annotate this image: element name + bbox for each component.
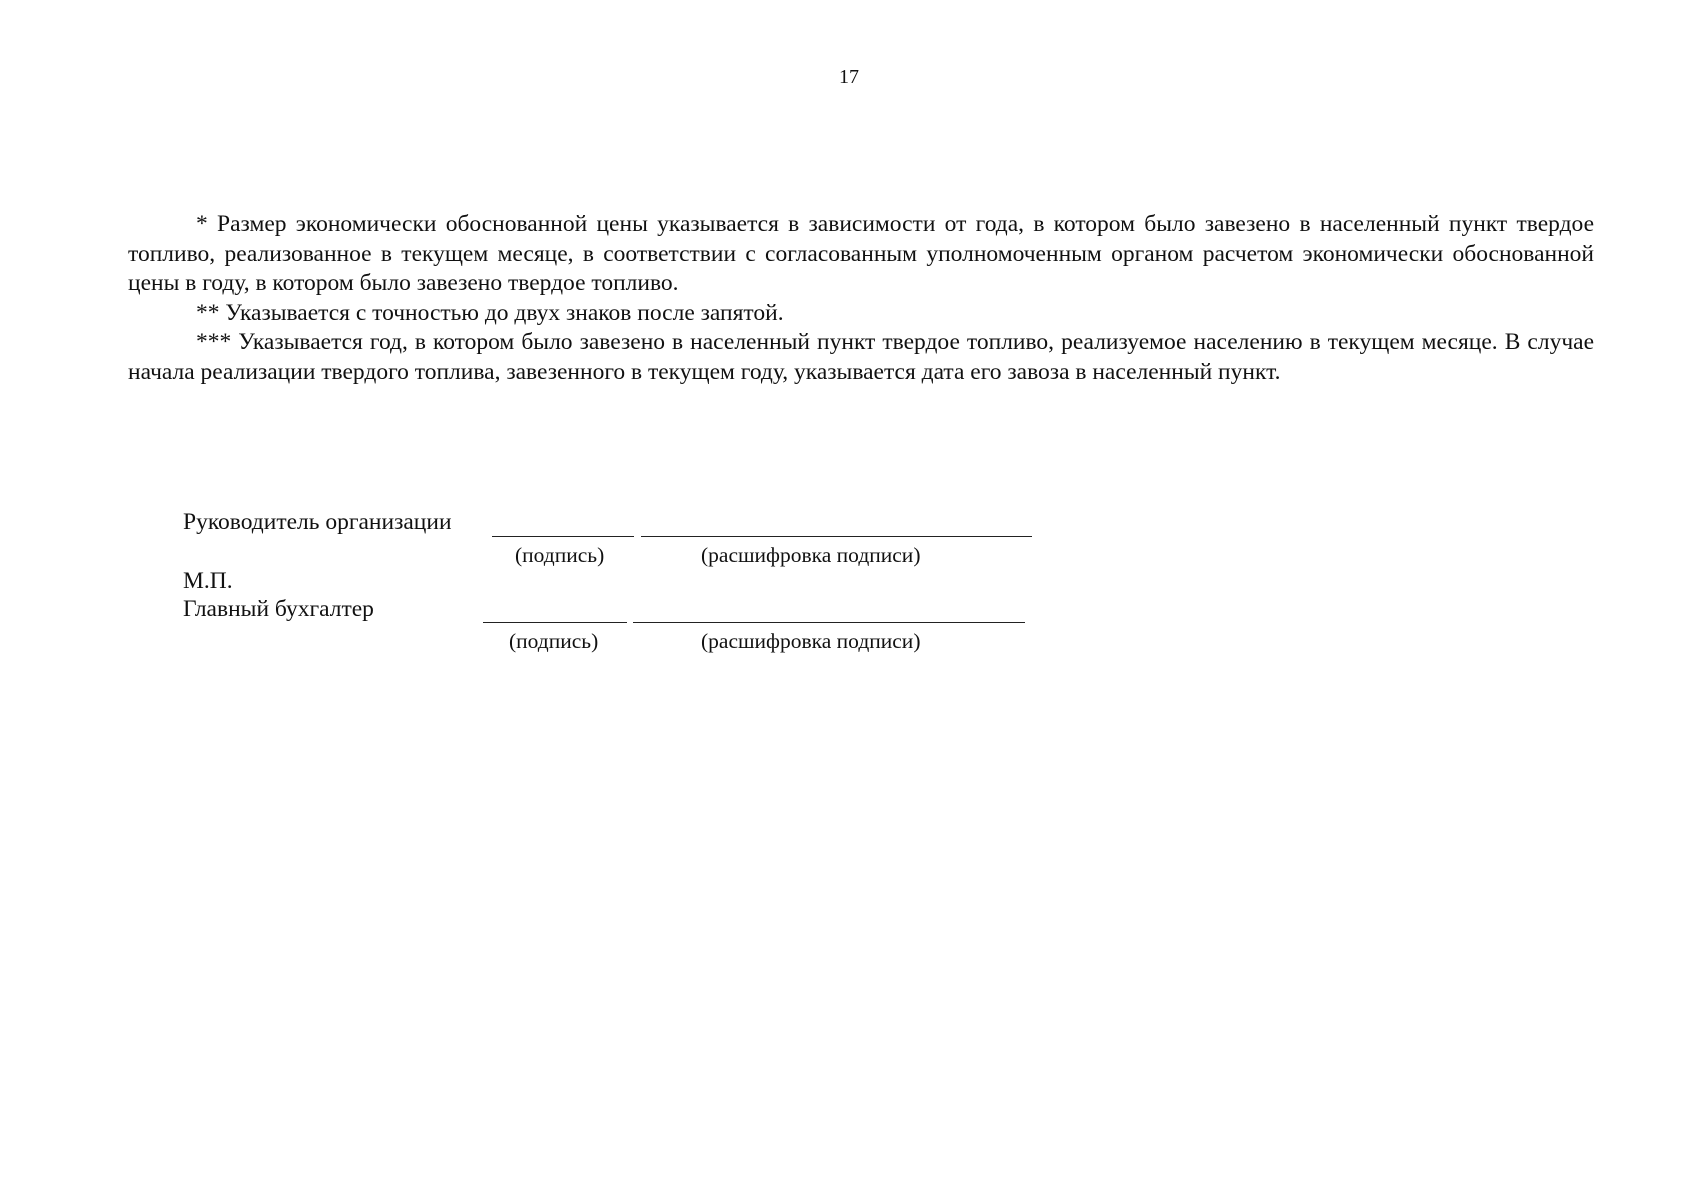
footnote-precision: ** Указывается с точностью до двух знаков после запятой. xyxy=(196,299,784,326)
page-number: 17 xyxy=(839,66,859,88)
head-signature-caption: (подпись) xyxy=(515,543,605,567)
accountant-decoding-line xyxy=(633,622,1025,623)
footnote-price: * Размер экономически обоснованной цены указывается в зависимости от года, в котором было завезено в населенный пункт твердое топливо, реализованное в текущем месяце, в соответствии с согласованным уполномоченным органом расчетом экономически обоснованной цены в году, в котором было завезено твердое топливо. xyxy=(128,211,1594,296)
accountant-decoding-caption: (расшифровка подписи) xyxy=(701,629,921,653)
head-decoding-caption: (расшифровка подписи) xyxy=(701,543,921,567)
accountant-signature-caption: (подпись) xyxy=(509,629,599,653)
footnote-year: *** Указывается год, в котором было завезено в населенный пункт твердое топливо, реализуемое населению в текущем месяце. В случае начала реализации твердого топлива, завезенного в текущем году, указывается дата его завоза в населенный пункт. xyxy=(128,329,1594,385)
accountant-signature-line xyxy=(483,622,627,623)
footnotes xyxy=(128,210,1594,387)
accountant-label: Главный бухгалтер xyxy=(183,596,374,622)
seal-label: М.П. xyxy=(183,568,233,594)
head-signature-line xyxy=(492,536,634,537)
head-label: Руководитель организации xyxy=(183,509,452,535)
head-decoding-line xyxy=(641,536,1032,537)
